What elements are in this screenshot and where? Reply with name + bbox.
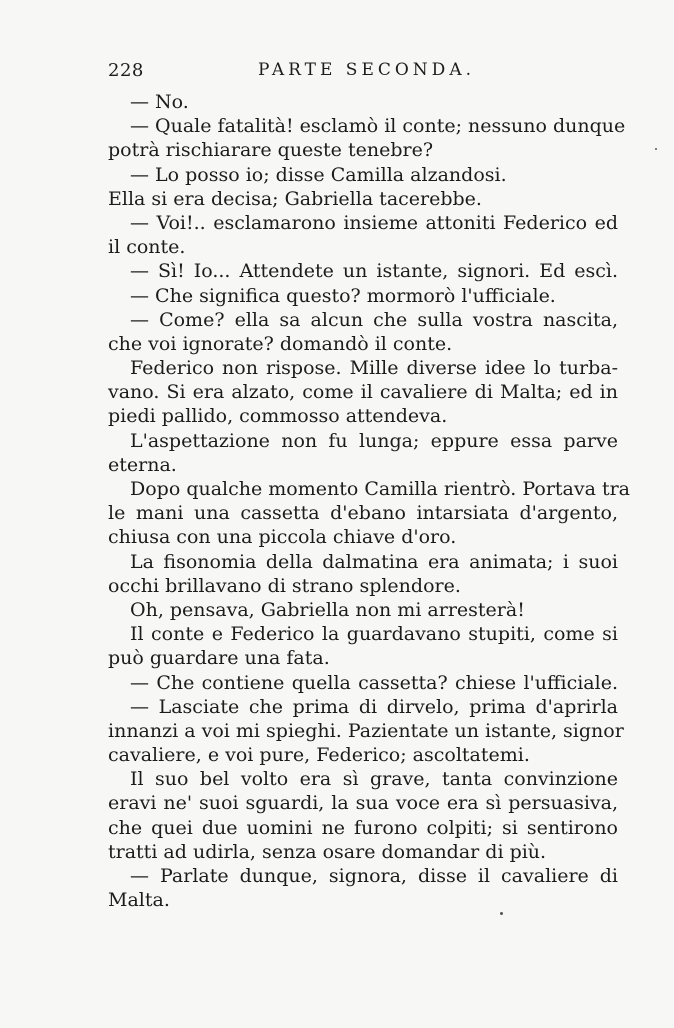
text-line: che voi ignorate? domandò il conte. [108, 332, 453, 355]
text-line: Il suo bel volto era sì grave, tanta convinzione [130, 768, 618, 791]
text-line: cavaliere, e voi pure, Federico; ascoltatemi. [108, 744, 530, 767]
text-line: che quei due uomini ne furono colpiti; si sentirono [108, 816, 618, 839]
text-line: Federico non rispose. Mille diverse idee lo turba- [130, 357, 618, 380]
body-text [108, 90, 631, 912]
text-line: potrà rischiarare queste tenebre? [108, 139, 434, 162]
text-line: Malta. [108, 889, 170, 912]
text-line: vano. Si era alzato, come il cavaliere di Malta; ed in [108, 381, 618, 404]
text-line: La fisonomia della dalmatina era animata; i suoi [130, 550, 618, 573]
text-line: — No. [130, 91, 189, 113]
text-line: tratti ad udirla, senza osare domandar di più. [108, 840, 547, 863]
text-line: occhi brillavano di strano splendore. [108, 574, 461, 597]
text-line: — Voi!.. esclamarono insieme attoniti Federico ed [130, 211, 618, 234]
text-line: le mani una cassetta d'ebano intarsiata d'argento, [108, 502, 618, 525]
text-line: L'aspettazione non fu lunga; eppure essa parve [130, 429, 618, 452]
page-header [108, 60, 618, 88]
text-line: eterna. [108, 453, 177, 476]
running-head: PARTE SECONDA. [258, 60, 475, 80]
text-line: il conte. [108, 236, 186, 259]
text-line: Ella si era decisa; Gabriella tacerebbe. [108, 187, 482, 210]
text-line: Oh, pensava, Gabriella non mi arresterà! [130, 598, 525, 621]
page-number: 228 [108, 60, 144, 81]
text-line: chiusa con una piccola chiave d'oro. [108, 526, 457, 549]
text-line: piedi pallido, commosso attendeva. [108, 405, 448, 428]
text-line: innanzi a voi mi spieghi. Pazientate un istante, signor [108, 719, 624, 742]
text-line: può guardare una fata. [108, 647, 330, 670]
text-line: — Parlate dunque, signora, disse il cavaliere di [130, 865, 618, 887]
text-line: — Lo posso io; disse Camilla alzandosi. [130, 163, 507, 186]
print-speck [655, 148, 657, 150]
text-line: — Come? ella sa alcun che sulla vostra nascita, [130, 308, 618, 331]
print-speck [500, 912, 503, 915]
text-line: — Che contiene quella cassetta? chiese l'ufficiale. [130, 671, 618, 694]
text-line: eravi ne' suoi sguardi, la sua voce era sì persuasiva, [108, 792, 618, 815]
text-line: — Che significa questo? mormorò l'ufficiale. [130, 284, 556, 307]
text-line: Dopo qualche momento Camilla rientrò. Portava tra [130, 478, 631, 500]
text-line: — Lasciate che prima di dirvelo, prima d'aprirla [130, 695, 618, 718]
text-line: — Sì! Io... Attendete un istante, signori. Ed escì. [130, 260, 618, 283]
text-line: Il conte e Federico la guardavano stupiti, come si [130, 623, 618, 646]
text-line: — Quale fatalità! esclamò il conte; nessuno dunque [130, 115, 626, 138]
